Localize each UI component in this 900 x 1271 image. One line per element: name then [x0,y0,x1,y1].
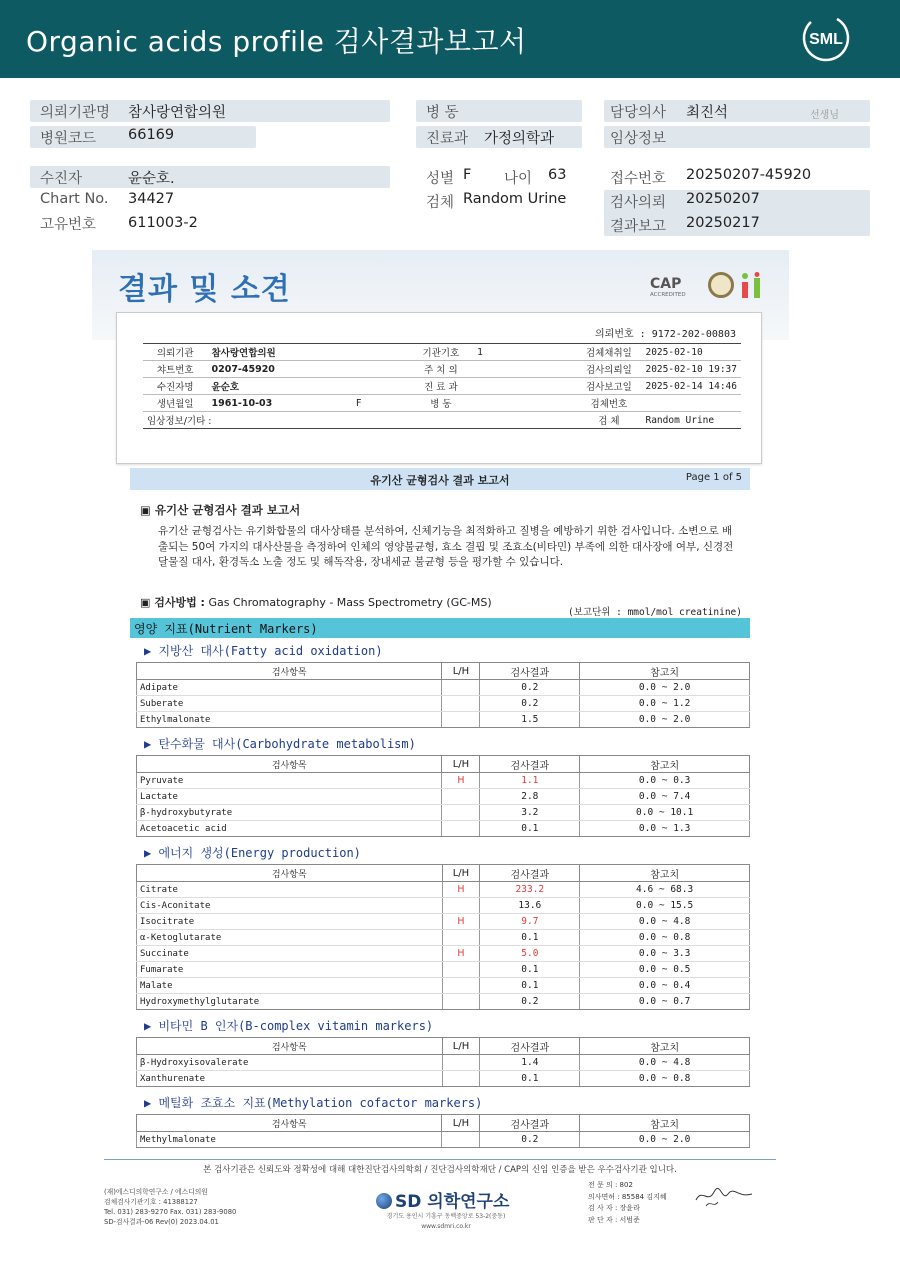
institution-label: 의뢰기관명 [40,105,111,121]
flag: H [442,773,480,789]
column-header: 검사항목 [137,1038,443,1055]
patient-info-table [143,343,741,429]
result-value: 0.2 [480,1132,580,1148]
item-name: α-Ketoglutarate [137,930,443,946]
group-heading: ▶ 지방산 대사(Fatty acid oxidation) [144,644,383,658]
item-name: Xanthurenate [137,1071,443,1087]
group-heading: ▶ 탄수화물 대사(Carbohydrate metabolism) [144,737,416,751]
method-value: Gas Chromatography - Mass Spectrometry (GC-MS) [208,596,492,609]
section-title: 영양 지표(Nutrient Markers) [134,622,318,636]
clinical-label: 임상정보 [610,131,667,147]
reference-range: 0.0 ~ 15.5 [580,898,750,914]
table-row [137,930,750,946]
result-value: 2.8 [480,789,580,805]
table-row [137,882,750,898]
method-line [140,594,492,610]
reference-range: 0.0 ~ 7.4 [580,789,750,805]
column-header: 참고치 [580,756,750,773]
item-name: Fumarate [137,962,443,978]
table-row [137,962,750,978]
info-cell: 1 [473,344,576,361]
item-name: β-Hydroxyisovalerate [137,1055,443,1071]
doctor-value: 최진석 [686,105,729,121]
result-value: 0.1 [480,978,580,994]
request-value: 20250207 [686,191,760,207]
department-label: 진료과 [426,131,469,147]
table-row [137,1132,750,1148]
reference-range: 0.0 ~ 0.7 [580,994,750,1010]
info-cell: Random Urine [641,412,741,429]
footer-certification: 본 검사기관은 신뢰도와 정확성에 대해 대한진단검사의학회 / 진단검사의학재단 / CAP의 신임 인증을 받은 우수검사기관 입니다. [203,1165,677,1175]
column-header: 검사결과 [480,865,580,882]
result-value: 5.0 [480,946,580,962]
info-cell: 2025-02-10 19:37 [641,361,741,378]
result-value: 3.2 [480,805,580,821]
table-row [137,946,750,962]
info-cell: 기관기호 [409,344,473,361]
result-value: 0.1 [480,962,580,978]
info-cell: 의뢰기관 [143,344,207,361]
item-name: Succinate [137,946,443,962]
flag [442,1071,480,1087]
request-number: 의뢰번호 : 9172-202-00803 [595,329,736,340]
table-row [137,789,750,805]
column-header: 참고치 [580,865,750,882]
table-row [137,805,750,821]
result-value: 0.2 [480,696,580,712]
intro-body: 유기산 균형검사는 유기화합물의 대사상태를 분석하여, 신체기능을 최적화하고 질병을 예방하기 위한 검사입니다. 소변으로 배출되는 50여 가지의 대사산물을 측정하여 인체의 영양불균형, 효소 결핍 및 조효소(비타민) 부족에 의한 대사장애 여부, 신경전달물질 대사, 환경독소 노출 정도 및 해독작용, 장내세균 불균형 등을 평가할 수 있습니다. [158,525,734,568]
accreditation-mark-icon [740,272,764,298]
info-cell: 챠트번호 [143,361,207,378]
result-value: 1.1 [480,773,580,789]
result-table [136,662,750,728]
table-row [137,773,750,789]
result-value: 13.6 [480,898,580,914]
reference-range: 0.0 ~ 0.3 [580,773,750,789]
column-header: L/H [442,663,480,680]
result-value: 233.2 [480,882,580,898]
column-header: L/H [442,1115,480,1132]
reference-range: 0.0 ~ 4.8 [580,1055,750,1071]
table-row [137,978,750,994]
table-row [137,994,750,1010]
info-cell: 2025-02-10 [641,344,741,361]
flag [442,821,480,837]
column-header: 참고치 [580,1038,750,1055]
result-value: 0.1 [480,930,580,946]
reference-range: 0.0 ~ 1.3 [580,821,750,837]
group-heading: ▶ 비타민 B 인자(B-complex vitamin markers) [144,1019,434,1033]
sml-logo-icon [800,12,852,64]
info-row [143,395,741,412]
table-row [137,712,750,728]
info-cell [473,361,576,378]
column-header: 검사항목 [137,865,443,882]
footer-signatories: 전 문 의 : 802 의사면허 : 85584 김지혜 검 사 자 : 장윤라 판 단 자 : 서범준 [588,1181,667,1224]
svg-text:SML: SML [809,31,843,48]
table-row [137,1055,750,1071]
cap-accredited-logo: CAP ACCREDITED [650,276,686,298]
info-cell: 검사의뢰일 [576,361,641,378]
page-number: Page 1 of 5 [685,472,742,483]
unique-label: 고유번호 [40,217,97,233]
result-value: 1.5 [480,712,580,728]
item-name: Ethylmalonate [137,712,442,728]
info-row [143,361,741,378]
info-row [143,412,741,429]
sex-value: F [463,167,472,183]
reference-range: 0.0 ~ 10.1 [580,805,750,821]
reference-range: 4.6 ~ 68.3 [580,882,750,898]
sd-logo-icon [376,1193,392,1209]
reference-range: 0.0 ~ 0.5 [580,962,750,978]
info-cell: 0207-45920 [207,361,351,378]
unique-value: 611003-2 [128,215,198,231]
flag [442,898,480,914]
info-cell: 검사보고일 [576,378,641,395]
patient-label: 수진자 [40,171,83,187]
nutrient-markers-bar [130,618,750,638]
info-cell: 생년월일 [143,395,207,412]
item-name: Lactate [137,789,442,805]
department-value: 가정의학과 [484,131,555,147]
flag: H [442,914,480,930]
result-table [136,755,750,837]
column-header: L/H [442,1038,480,1055]
table-header-row [137,1115,750,1132]
flag [442,712,480,728]
result-value: 9.7 [480,914,580,930]
group-heading: ▶ 메틸화 조효소 지표(Methylation cofactor markers) [144,1096,483,1110]
reference-range: 0.0 ~ 0.8 [580,1071,750,1087]
footer-lab-contact: (재)에스디의학연구소 / 에스디의원 검체검사기관기호 : 41388127 Tel. 031) 283-9270 Fax. 031) 283-9080 SD-검사결과-06 Rev(0) 2023.04.01 [104,1188,237,1226]
reference-range: 0.0 ~ 2.0 [580,712,750,728]
strip-title: 유기산 균형검사 결과 보고서 [370,474,510,487]
report-title: Organic acids profile 검사결과보고서 [26,25,527,58]
flag [442,1055,480,1071]
bar-patient [30,166,390,188]
info-cell: 주 치 의 [409,361,473,378]
table-row [137,898,750,914]
table-row [137,821,750,837]
ward-label: 병 동 [426,105,459,121]
info-cell: 2025-02-14 14:46 [641,378,741,395]
info-cell: 임상정보/기타 : [143,412,576,429]
info-cell: 수진자명 [143,378,207,395]
flag [442,978,480,994]
footer-divider [104,1159,776,1160]
report-date-value: 20250217 [686,215,760,231]
column-header: 검사결과 [480,663,580,680]
table-header-row [137,1038,750,1055]
info-cell: F [352,395,409,412]
table-row [137,914,750,930]
column-header: L/H [442,756,480,773]
info-cell [641,395,741,412]
item-name: Hydroxymethylglutarate [137,994,443,1010]
item-name: Acetoacetic acid [137,821,442,837]
report-title-strip [130,468,750,490]
flag [442,1132,480,1148]
hospital-code-label: 병원코드 [40,131,97,147]
info-cell: 진 료 과 [409,378,473,395]
signature-icon [692,1180,756,1210]
age-label: 나이 [504,171,533,187]
reference-range: 0.0 ~ 3.3 [580,946,750,962]
column-header: 검사결과 [480,756,580,773]
sd-lab-logo [376,1187,509,1212]
item-name: Adipate [137,680,442,696]
column-header: 참고치 [580,1115,750,1132]
institution-value: 참사랑연합의원 [128,105,227,121]
item-name: Malate [137,978,443,994]
info-cell: 검 체 [576,412,641,429]
info-cell [473,395,576,412]
column-header: 검사결과 [480,1115,580,1132]
flag [442,789,480,805]
flag: H [442,946,480,962]
report-section-title: 결과 및 소견 [118,272,291,307]
item-name: Methylmalonate [137,1132,442,1148]
item-name: Isocitrate [137,914,443,930]
flag [442,805,480,821]
result-table [136,1114,750,1148]
result-table [136,864,750,1010]
flag [442,930,480,946]
top-banner [0,0,900,78]
report-unit: (보고단위 : mmol/mol creatinine) [568,607,742,618]
column-header: 참고치 [580,663,750,680]
embedded-report [92,250,789,1260]
column-header: 검사항목 [137,1115,442,1132]
receipt-label: 접수번호 [610,171,667,187]
result-value: 0.2 [480,680,580,696]
result-value: 0.1 [480,1071,580,1087]
reference-range: 0.0 ~ 2.0 [580,1132,750,1148]
result-value: 0.1 [480,821,580,837]
column-header: 검사항목 [137,663,442,680]
item-name: Citrate [137,882,443,898]
seal-icon [708,272,734,298]
column-header: 검사결과 [480,1038,580,1055]
info-cell: 참사랑연합의원 [207,344,351,361]
reference-range: 0.0 ~ 2.0 [580,680,750,696]
info-cell: 병 동 [409,395,473,412]
chart-label: Chart No. [40,191,109,207]
table-header-row [137,663,750,680]
lab-name: SD 의학연구소 [395,1192,510,1212]
reference-range: 0.0 ~ 4.8 [580,914,750,930]
result-value: 0.2 [480,994,580,1010]
info-row [143,344,741,361]
flag: H [442,882,480,898]
hospital-code-value: 66169 [128,127,175,143]
item-name: β-hydroxybutyrate [137,805,442,821]
specimen-value: Random Urine [463,191,567,207]
info-cell: 검체번호 [576,395,641,412]
column-header: L/H [442,865,480,882]
request-label: 검사의뢰 [610,195,667,211]
table-header-row [137,865,750,882]
doctor-label: 담당의사 [610,105,667,121]
group-heading: ▶ 에너지 생성(Energy production) [144,846,361,860]
item-name: Pyruvate [137,773,442,789]
info-row [143,378,741,395]
report-date-label: 결과보고 [610,219,667,235]
specimen-label: 검체 [426,195,455,211]
table-row [137,696,750,712]
reference-range: 0.0 ~ 1.2 [580,696,750,712]
method-label: ▣ 검사방법 : [140,596,205,609]
info-cell: 1961-10-03 [207,395,351,412]
lab-address: 경기도 용인시 기흥구 동백중앙로 53-2(중동) www.sdmri.co.kr [386,1213,506,1230]
info-cell [352,344,409,361]
intro-heading: ▣ 유기산 균형검사 결과 보고서 [140,503,301,517]
sex-label: 성별 [426,171,455,187]
info-cell: 윤순호 [207,378,351,395]
result-value: 1.4 [480,1055,580,1071]
table-header-row [137,756,750,773]
flag [442,696,480,712]
flag [442,962,480,978]
item-name: Cis-Aconitate [137,898,443,914]
info-cell: 검체채취일 [576,344,641,361]
column-header: 검사항목 [137,756,442,773]
reference-range: 0.0 ~ 0.8 [580,930,750,946]
table-row [137,1071,750,1087]
age-value: 63 [548,167,567,183]
info-cell [352,378,409,395]
patient-value: 윤순호. [128,171,175,187]
table-row [137,680,750,696]
result-table [136,1037,750,1087]
reference-range: 0.0 ~ 0.4 [580,978,750,994]
doctor-suffix: 선생님 [810,110,839,121]
receipt-value: 20250207-45920 [686,167,812,183]
flag [442,994,480,1010]
chart-value: 34427 [128,191,175,207]
item-name: Suberate [137,696,442,712]
patient-info-box [116,312,762,464]
info-cell [352,361,409,378]
flag [442,680,480,696]
info-cell [473,378,576,395]
